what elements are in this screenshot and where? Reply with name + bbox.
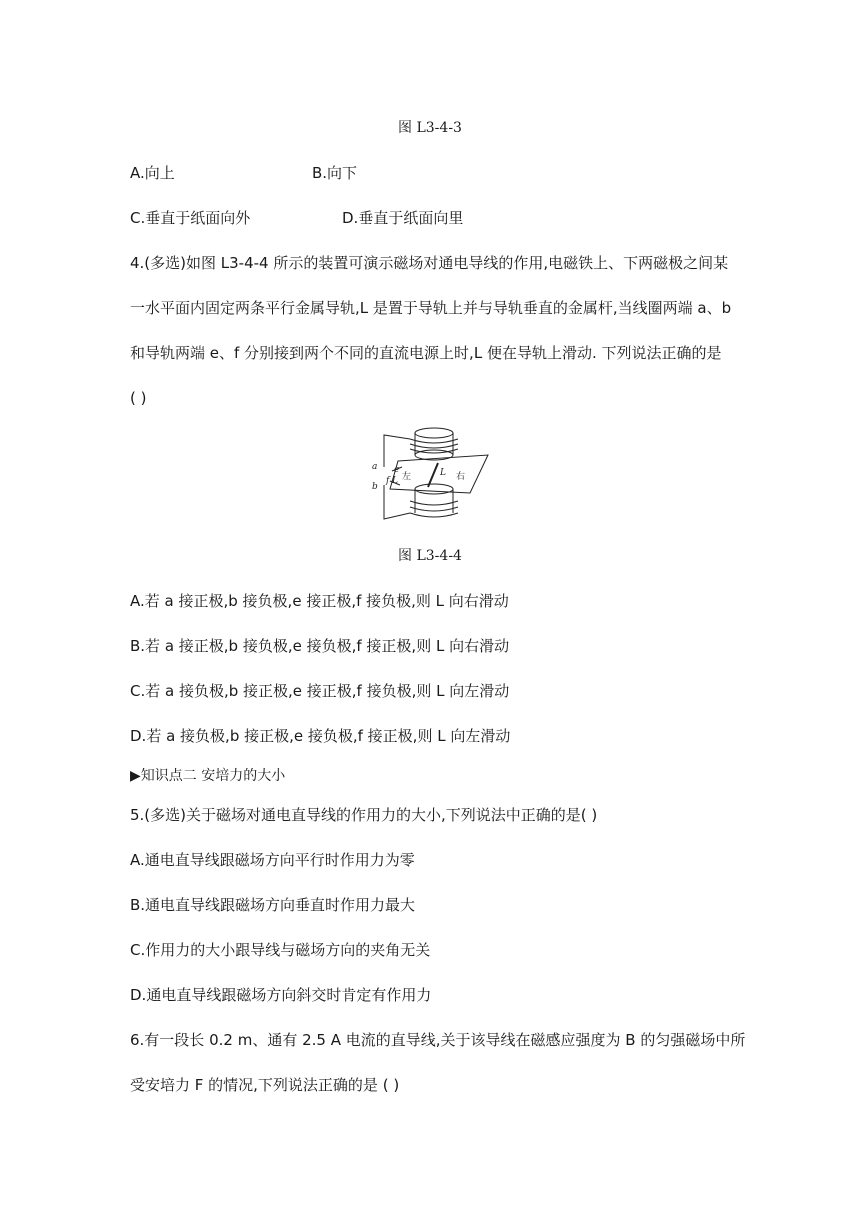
q4-option-b: B.若 a 接正极,b 接负极,e 接负极,f 接正极,则 L 向右滑动 xyxy=(130,637,510,655)
q5-option-b: B.通电直导线跟磁场方向垂直时作用力最大 xyxy=(130,896,416,914)
q6-stem-line-1: 6.有一段长 0.2 m、通有 2.5 A 电流的直导线,关于该导线在磁感应强度为 B 的匀强磁场中所 xyxy=(130,1031,746,1049)
q5-option-d: D.通电直导线跟磁场方向斜交时肯定有作用力 xyxy=(130,986,432,1004)
q4-option-a: A.若 a 接正极,b 接负极,e 接正极,f 接负极,则 L 向右滑动 xyxy=(130,592,509,610)
figure-label-f: f xyxy=(386,476,390,486)
q3-option-a: A.向上 xyxy=(130,164,175,182)
figure-label-l-rod: L xyxy=(440,468,446,478)
figure-caption-l3-4-3: 图 L3-4-3 xyxy=(398,120,462,136)
figure-label-a: a xyxy=(372,462,378,472)
q5-option-c: C.作用力的大小跟导线与磁场方向的夹角无关 xyxy=(130,941,431,959)
q6-stem-line-2: 受安培力 F 的情况,下列说法正确的是 ( ) xyxy=(130,1076,400,1094)
q4-stem-line-3: 和导轨两端 e、f 分别接到两个不同的直流电源上时,L 便在导轨上滑动. 下列说法正确的是 xyxy=(130,344,722,362)
q3-option-d: D.垂直于纸面向里 xyxy=(342,209,464,227)
figure-label-l-left: L xyxy=(392,476,398,486)
q5-option-a: A.通电直导线跟磁场方向平行时作用力为零 xyxy=(130,851,415,869)
q4-stem-line-2: 一水平面内固定两条平行金属导轨,L 是置于导轨上并与导轨垂直的金属杆,当线圈两端 a、b xyxy=(130,299,732,317)
electromagnet-rail-figure xyxy=(370,423,492,528)
figure-label-e: e xyxy=(394,465,400,475)
figure-label-right: 右 xyxy=(456,472,466,482)
section-heading-knowledge-point-2: ▶知识点二 安培力的大小 xyxy=(130,768,286,784)
q4-answer-paren: ( ) xyxy=(130,389,147,407)
q3-option-b: B.向下 xyxy=(312,164,358,182)
figure-label-left: 左 xyxy=(402,472,412,482)
figure-label-b: b xyxy=(372,482,378,492)
figure-caption-l3-4-4: 图 L3-4-4 xyxy=(398,548,462,564)
q3-option-c: C.垂直于纸面向外 xyxy=(130,209,251,227)
q4-stem-line-1: 4.(多选)如图 L3-4-4 所示的装置可演示磁场对通电导线的作用,电磁铁上、下两磁极之间某 xyxy=(130,254,729,272)
q4-option-d: D.若 a 接负极,b 接正极,e 接负极,f 接正极,则 L 向左滑动 xyxy=(130,727,511,745)
q5-stem: 5.(多选)关于磁场对通电直导线的作用力的大小,下列说法中正确的是( ) xyxy=(130,806,598,824)
q4-option-c: C.若 a 接负极,b 接正极,e 接正极,f 接负极,则 L 向左滑动 xyxy=(130,682,510,700)
